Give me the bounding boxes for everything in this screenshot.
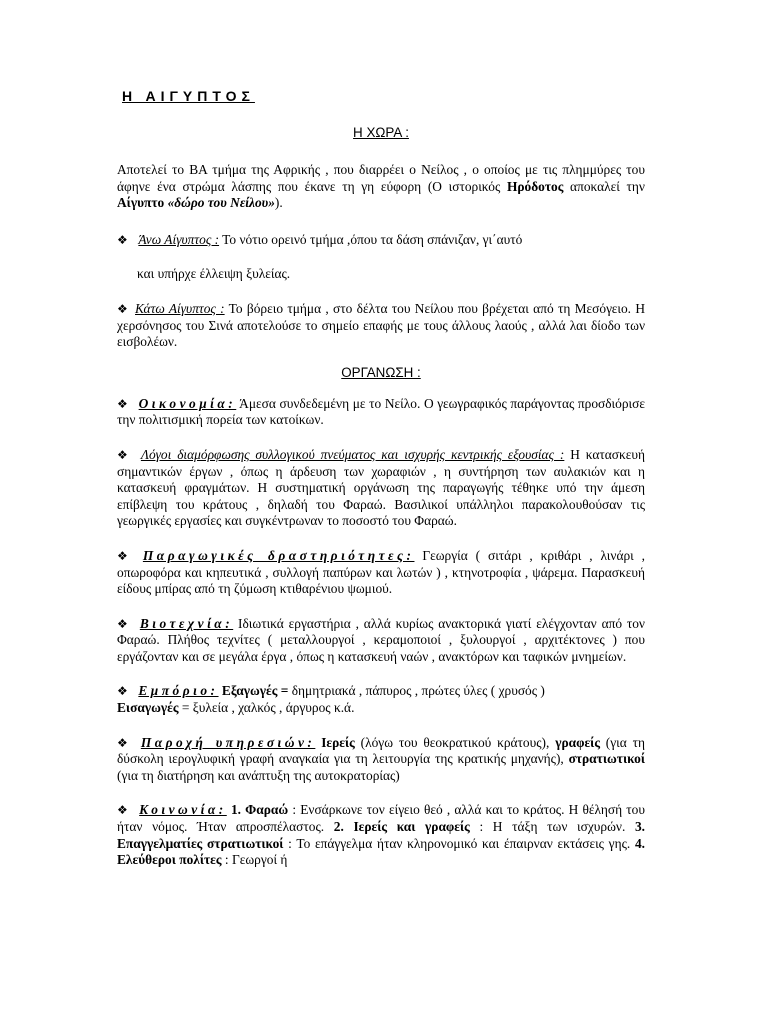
diamond-bullet-icon: ❖ [117, 301, 128, 316]
diamond-bullet-icon: ❖ [117, 684, 128, 699]
bullet-viotexnia: ❖ Βιοτεχνία: Ιδιωτικά εργαστήρια , αλλά κυρίως ανακτορικά γιατί ελέγχονταν από τον Φαραώ. Πλήθος τεχνίτες ( μεταλλουργοί , κεραμοποιοί , ξυλουργοί , αρχιτέκτονες ) που εργάζονταν και σε μεγάλα έργα , όπως η κατασκευή ναών , ανακτόρων και ταφικών μνημείων. [117, 615, 645, 664]
egypt-word: Αίγυπτο [117, 195, 165, 211]
document-body [117, 88, 645, 869]
bullet-logoi: ❖ Λόγοι διαμόρφωσης συλλογικού πνεύματος και ισχυρής κεντρικής εξουσίας : Η κατασκευή σημαντικών έργων , όπως η άρδευση των χωραφιών , η συντήρηση των αυλακιών και η κατασκευή φραγμάτων. Η συστηματική οργάνωση της παραγωγής τέθηκε υπό την άμεση επίβλεψη του κράτους , δηλαδή του Φαραώ. Βασιλικοί υπάλληλοι παρακολουθούσαν τις γεωργικές εργασίες και συγκέντρωναν το ποσοστό του Φαραώ. [117, 446, 646, 529]
term-viotexnia: Βιοτεχνία: [139, 615, 234, 631]
term-oikonomia: Οικονομία: [138, 395, 237, 411]
term-emporio: Εμπόριο: [138, 683, 219, 699]
bullet-emporio: ❖ Εμπόριο: Εξαγωγές = δημητριακά , πάπυρος , πρώτες ύλες ( χρυσός ) Εισαγωγές = ξυλεία , χαλκός , άργυρος κ.ά. [117, 683, 545, 716]
section-heading-xora: Η ΧΩΡΑ : [353, 125, 409, 140]
bullet-paragogikes: ❖ Παραγωγικές δραστηριότητες: Γεωργία ( σιτάρι , κριθάρι , λινάρι , οπωροφόρα και κηπευτικά , συλλογή παπύρων και λωτών ) , κτηνοτροφία , ψάρεμα. Παρασκευή είδους μπίρας από τη ζύμωση κτιθαρένιου ψωμιού. [117, 547, 645, 597]
diamond-bullet-icon: ❖ [117, 548, 128, 563]
intro-paragraph: Αποτελεί το ΒΑ τμήμα της Αφρικής , που διαρρέει ο Νείλος , ο οποίος με τις πλημμύρες του άφηνε ένα στρώμα λάσπης που έκανε τη γη εύφορη (Ο ιστορικός Ηρόδοτος αποκαλεί την Αίγυπτο «δώρο του Νείλου»). [117, 162, 645, 211]
diamond-bullet-icon: ❖ [117, 447, 128, 462]
diamond-bullet-icon: ❖ [117, 803, 128, 818]
bullet-oikonomia: ❖ Οικονομία: Άμεσα συνδεδεμένη με το Νείλο. Ο γεωγραφικός παράγοντας προσδιόρισε την πολιτισμική πορεία των κατοίκων. [117, 395, 645, 428]
term-kato-aigyptos: Κάτω Αίγυπτος : [135, 300, 225, 316]
bullet-kato-aigyptos: ❖ Κάτω Αίγυπτος : Το βόρειο τμήμα , στο δέλτα του Νείλου που βρέχεται από τη Μεσόγειο. Η χερσόνησος του Σινά αποτελούσε το σημείο επαφής με τους άλλους λαούς , αλλά λαι δίοδο των εισβολέων. [117, 300, 646, 350]
herodotus-name: Ηρόδοτος [506, 178, 564, 194]
term-logoi: Λόγοι διαμόρφωσης συλλογικού πνεύματος και ισχυρής κεντρικής εξουσίας : [140, 446, 565, 462]
diamond-bullet-icon: ❖ [117, 616, 128, 631]
gift-of-nile-quote: «δώρο του Νείλου» [167, 195, 275, 211]
ano-continuation: και υπήρχε έλλειψη ξυλείας. [137, 266, 291, 282]
diamond-bullet-icon: ❖ [117, 396, 128, 411]
imports-label: Εισαγωγές [117, 700, 179, 716]
term-paroxi: Παροχή υπηρεσιών: [140, 734, 316, 750]
bullet-paroxi: ❖ Παροχή υπηρεσιών: Ιερείς (λόγω του θεοκρατικού κράτους), γραφείς (για τη δύσκολη ιερογλυφική γραφή αναγκαία για τη λειτουργία της κρατικής μηχανής), στρατιωτικοί (για τη διατήρηση και ανάπτυξη της αυτοκρατορίας) [117, 734, 645, 783]
exports-label: Εξαγωγές = [221, 683, 289, 699]
term-koinonia: Κοινωνία: [139, 802, 227, 818]
document-title: Η ΑΙΓΥΠΤΟΣ [122, 88, 255, 104]
bullet-koinonia: ❖ Κοινωνία: 1. Φαραώ : Ενσάρκωνε τον είγειο θεό , αλλά και το κράτος. Η θέλησή του ήταν νόμος. Ήταν απροσπέλαστος. 2. Ιερείς και γραφείς : Η τάξη των ισχυρών. 3. Επαγγελματίες στρατιωτικοί : Το επάγγελμα ήταν κληρονομικό και έπαιρναν εκτάσεις γης. 4. Ελεύθεροι πολίτες : Γεωργοί ή [117, 802, 645, 868]
term-ano-aigyptos: Άνω Αίγυπτος : [138, 231, 220, 247]
bullet-ano-aigyptos: ❖ Άνω Αίγυπτος : Το νότιο ορεινό τμήμα ,όπου τα δάση σπάνιζαν, γι΄αυτό [117, 231, 523, 247]
diamond-bullet-icon: ❖ [117, 232, 128, 247]
section-heading-organosi: ΟΡΓΑΝΩΣΗ : [341, 364, 421, 380]
diamond-bullet-icon: ❖ [117, 735, 128, 750]
term-paragogikes: Παραγωγικές δραστηριότητες: [142, 547, 415, 563]
